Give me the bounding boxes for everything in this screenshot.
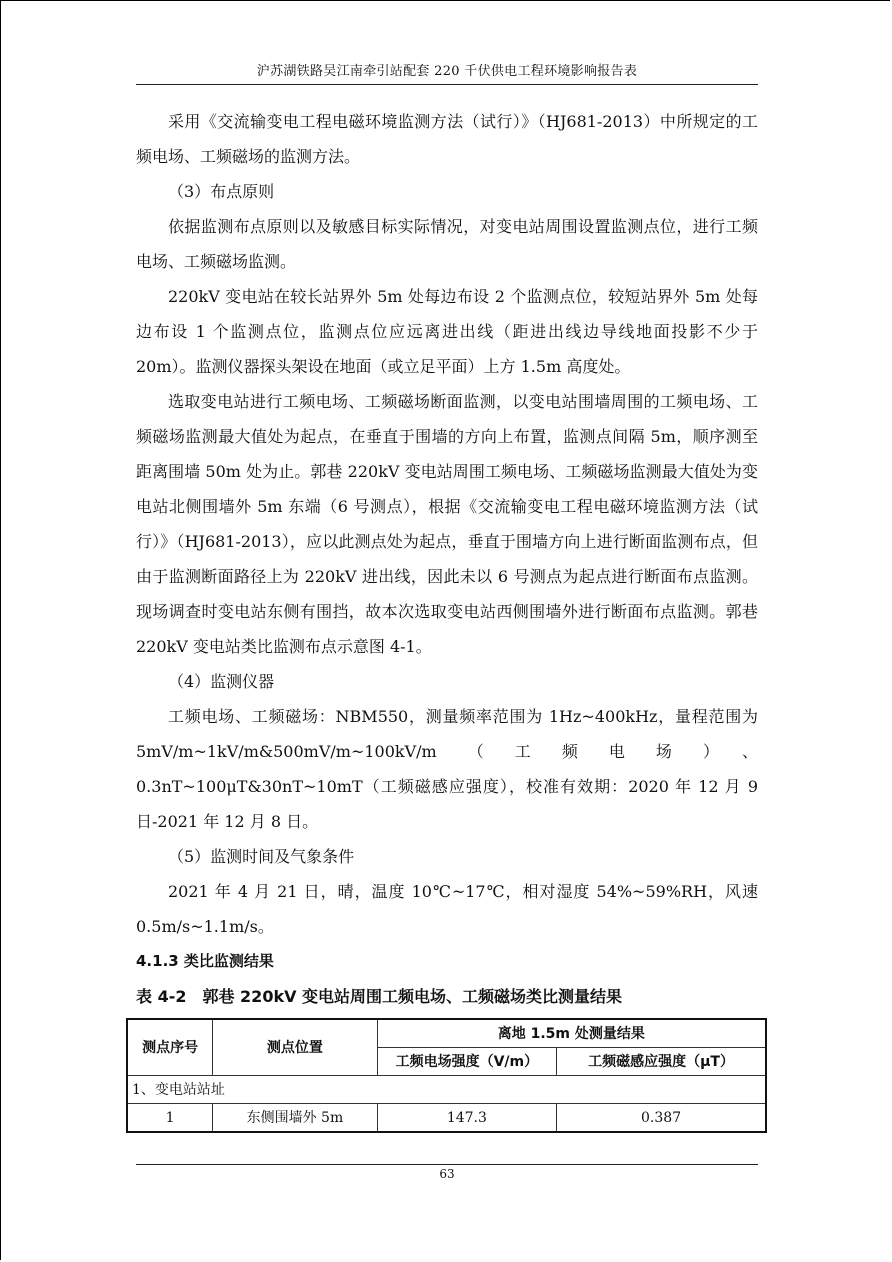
page-header: 沪苏湖铁路吴江南牵引站配套 220 千伏供电工程环境影响报告表 [136,60,758,85]
heading-time-weather: （5）监测时间及气象条件 [168,847,355,866]
header-point-no: 测点序号 [127,1019,213,1076]
cell-efield: 147.3 [377,1104,557,1133]
cell-location: 东侧围墙外 5m [213,1104,377,1133]
header-location: 测点位置 [213,1019,377,1076]
header-bfield: 工频磁感应强度（μT） [557,1048,766,1076]
header-group: 离地 1.5m 处测量结果 [377,1019,766,1048]
table-title: 表 4-2 郭巷 220kV 变电站周围工频电场、工频磁场类比测量结果 [136,987,623,1006]
table-group-row [127,1076,766,1104]
paragraph-time-weather: 2021 年 4 月 21 日，晴，温度 10℃~17℃，相对湿度 54%~59%RH，风速 0.5m/s~1.1m/s。 [136,882,758,936]
paragraph-layout-basis: 依据监测布点原则以及敏感目标实际情况，对变电站周围设置监测点位，进行工频电场、工频磁场监测。 [136,217,758,271]
document-body [136,104,758,1014]
header-efield: 工频电场强度（V/m） [377,1048,557,1076]
cell-bfield: 0.387 [557,1104,766,1133]
results-table [126,1018,767,1133]
table-row [127,1104,766,1133]
page-number: 63 [439,1167,455,1181]
cell-point-no: 1 [127,1104,213,1133]
heading-instrument: （4）监测仪器 [168,672,275,691]
paragraph-instrument: 工频电场、工频磁场：NBM550，测量频率范围为 1Hz~400kHz，量程范围为 5mV/m~1kV/m&500mV/m~100kV/m（工频电场）、0.3nT~100μT&30nT~10mT（工频磁感应强度），校准有效期：2020 年 12 月 9 日-2021 年 12 月 8 日。 [136,707,758,831]
heading-layout-principle: （3）布点原则 [168,182,275,201]
table-header-row [127,1019,766,1048]
paragraph-point-layout: 220kV 变电站在较长站界外 5m 处每边布设 2 个监测点位，较短站界外 5m 处每边布设 1 个监测点位，监测点位应远离进出线（距进出线边导线地面投影不少于 20m）。监测仪器探头架设在地面（或立足平面）上方 1.5m 高度处。 [136,287,758,376]
section-heading: 4.1.3 类比监测结果 [136,952,274,970]
paragraph-section-monitoring: 选取变电站进行工频电场、工频磁场断面监测，以变电站围墙周围的工频电场、工频磁场监测最大值处为起点，在垂直于围墙的方向上布置，监测点间隔 5m，顺序测至距离围墙 50m 处为止。郭巷 220kV 变电站周围工频电场、工频磁场监测最大值处为变电站北侧围墙外 5m 东端（6 号测点），根据《交流输变电工程电磁环境监测方法（试行）》（HJ681-2013），应以此测点处为起点，垂直于围墙方向上进行断面监测布点，但由于监测断面路径上为 220kV 进出线，因此未以 6 号测点为起点进行断面布点监测。现场调查时变电站东侧有围挡，故本次选取变电站西侧围墙外进行断面布点监测。郭巷 220kV 变电站类比监测布点示意图 4-1。 [136,392,758,656]
paragraph-method: 采用《交流输变电工程电磁环境监测方法（试行）》（HJ681-2013）中所规定的工频电场、工频磁场的监测方法。 [136,112,758,166]
group-label: 1、变电站站址 [127,1076,766,1104]
footer-divider [136,1164,758,1165]
